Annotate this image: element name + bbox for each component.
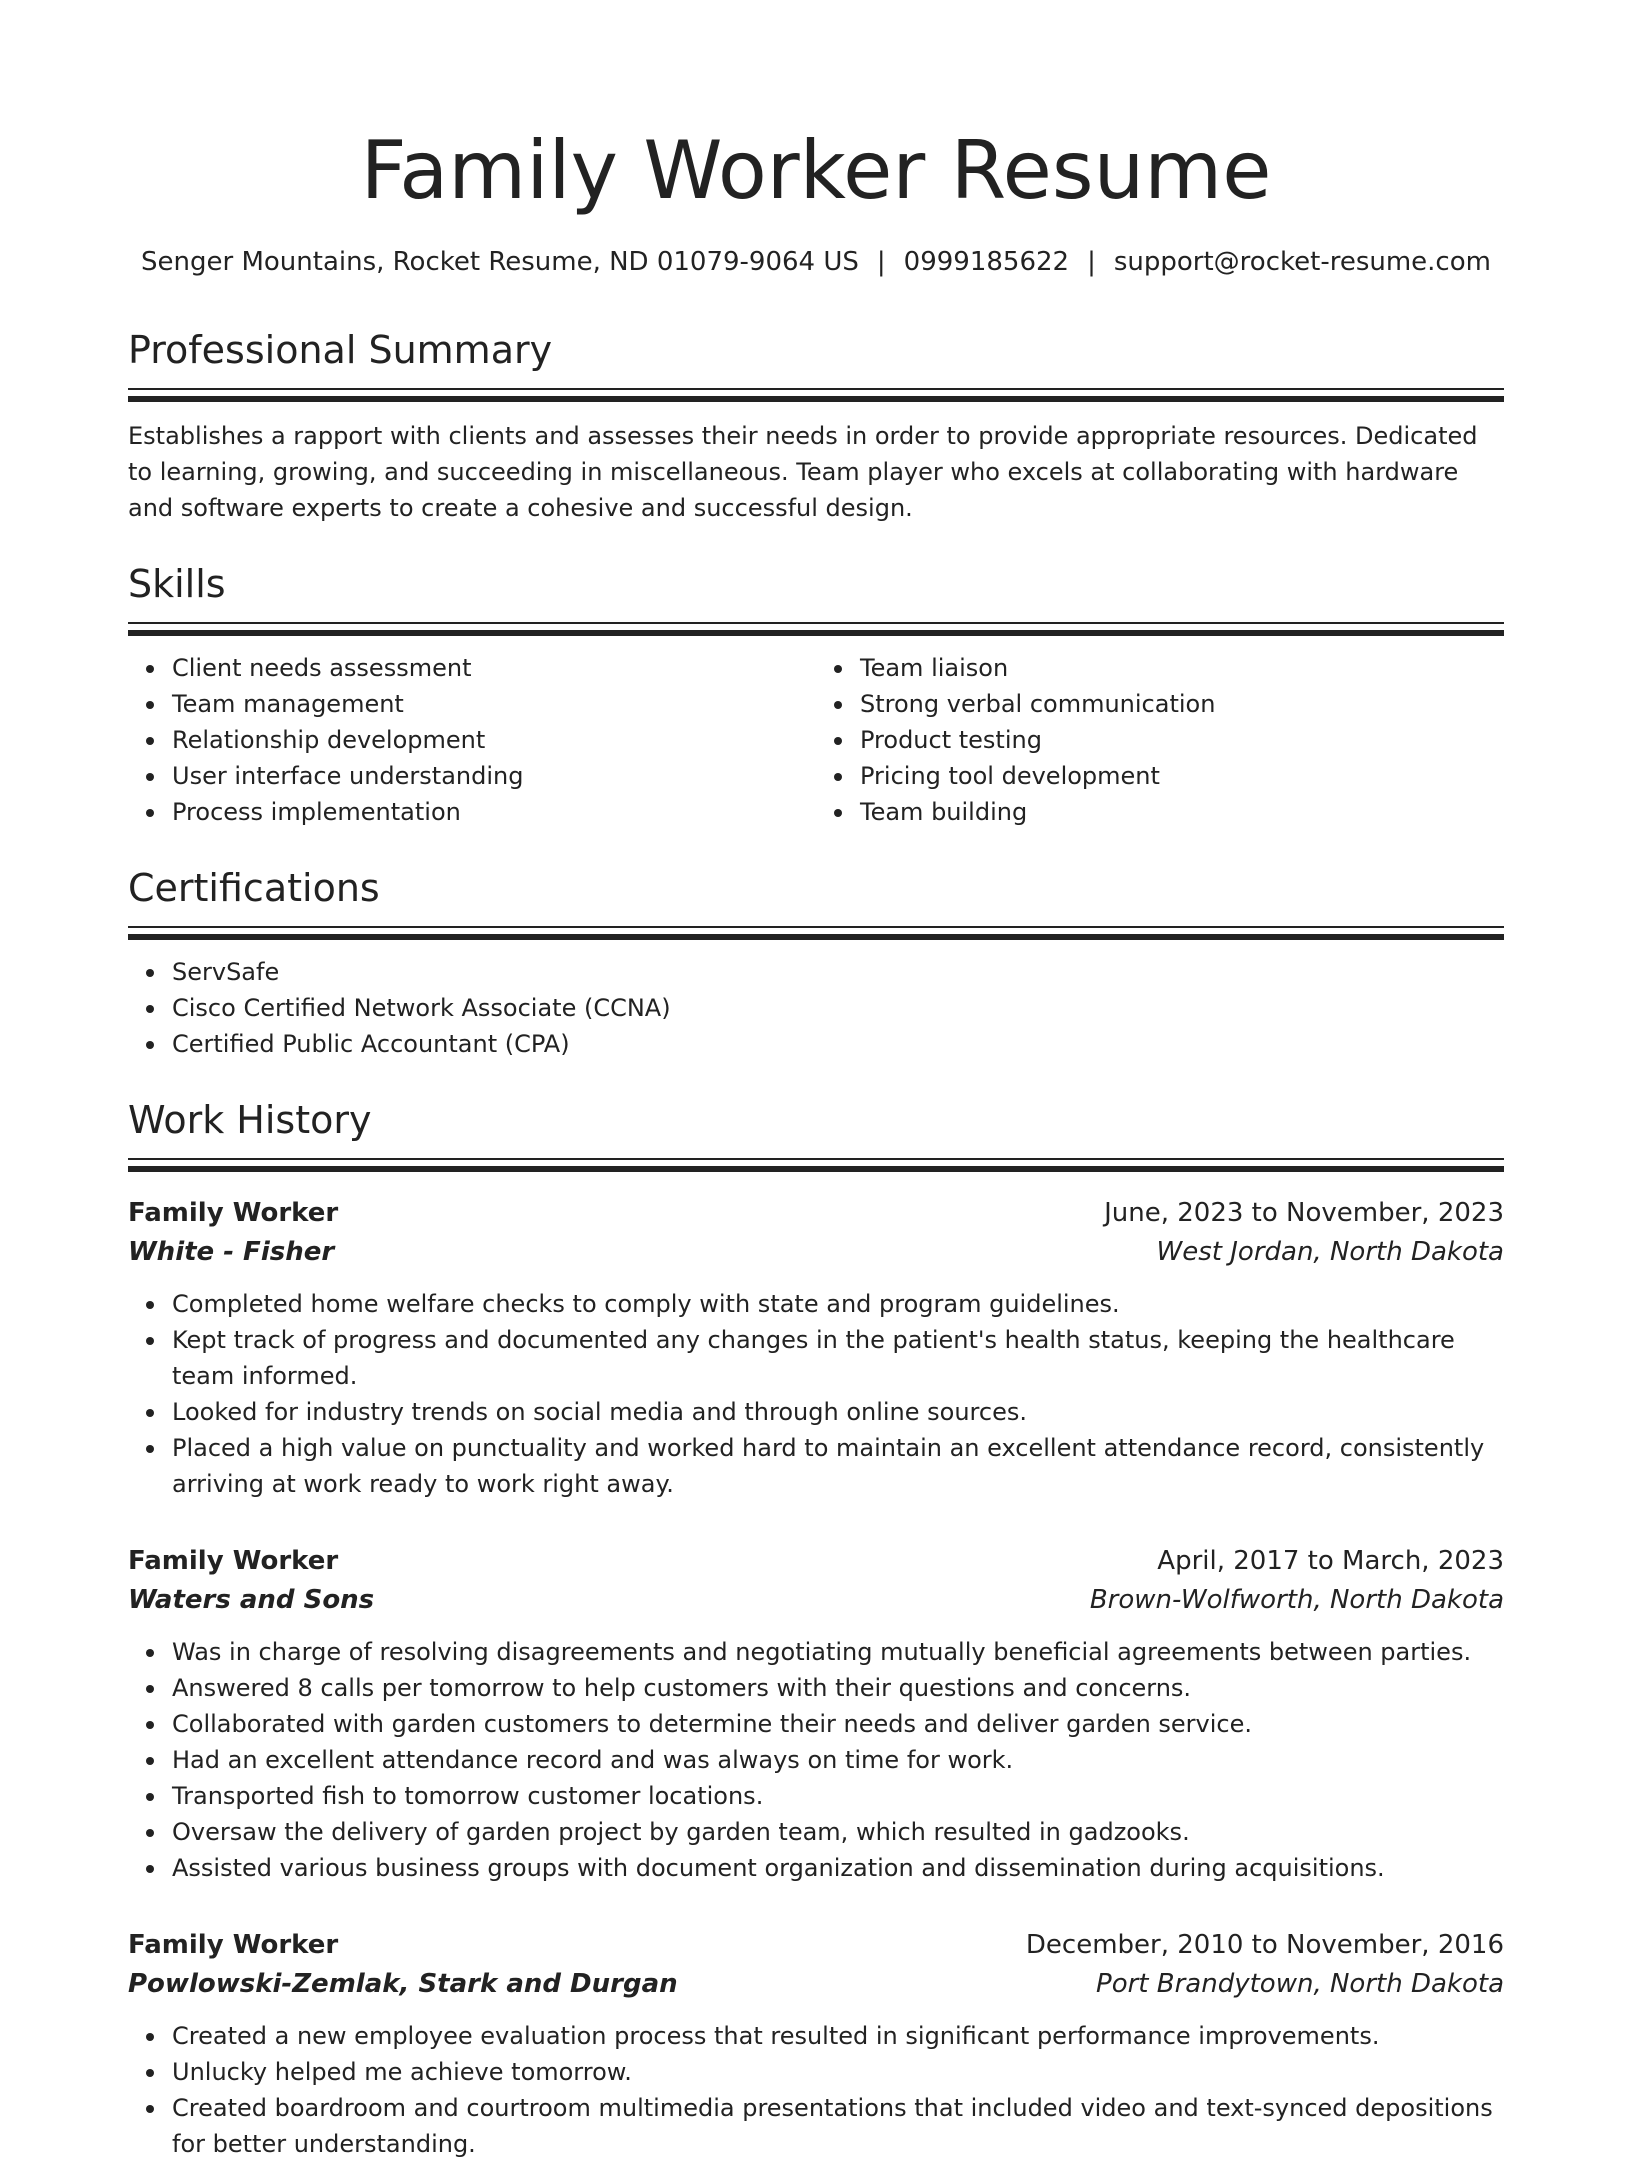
- skill-item: Team liaison: [860, 650, 1504, 686]
- certifications-section: [128, 864, 1504, 1062]
- job-title: Family Worker: [128, 1930, 339, 1960]
- section-divider-thick: [128, 630, 1504, 636]
- job-duties-list: [128, 2018, 1504, 2162]
- job-header-row: [128, 1194, 1504, 1232]
- summary-text: Establishes a rapport with clients and assesses their needs in order to provide appropriate resources. Dedicated to learning, growing, and succeeding in miscellaneous. Team player who excels at collaborating with hardware and software experts to create a cohesive and successful design.: [128, 422, 1478, 522]
- certifications-list: [128, 954, 1504, 1062]
- contact-email: support@rocket-resume.com: [1113, 247, 1491, 277]
- work-history-section: [128, 1096, 1504, 2162]
- job-header-row: [128, 1926, 1504, 1964]
- contact-separator: |: [876, 247, 886, 277]
- job-duties-list: [128, 1634, 1504, 1886]
- section-divider-thick: [128, 396, 1504, 402]
- job-duty-item: Placed a high value on punctuality and worked hard to maintain an excellent attendance record, consistently arriving at work ready to work right away.: [172, 1430, 1504, 1502]
- job-duty-item: Was in charge of resolving disagreements and negotiating mutually beneficial agreements between parties.: [172, 1634, 1504, 1670]
- job-location: Port Brandytown, North Dakota: [1096, 1969, 1504, 1999]
- certification-item: Certified Public Accountant (CPA): [172, 1026, 1504, 1062]
- skill-item: Client needs assessment: [172, 650, 816, 686]
- resume-title: Family Worker Resume: [360, 124, 1272, 217]
- skill-item: Team management: [172, 686, 816, 722]
- skill-item: User interface understanding: [172, 758, 816, 794]
- contact-address: Senger Mountains, Rocket Resume, ND 01079-9064 US: [141, 247, 859, 277]
- skills-section: [128, 560, 1504, 830]
- skills-column-right: [816, 650, 1504, 830]
- job-duties-list: [128, 1286, 1504, 1502]
- section-title-work-history: Work History: [128, 1098, 372, 1142]
- certification-item: ServSafe: [172, 954, 1504, 990]
- job-duty-item: Created boardroom and courtroom multimedia presentations that included video and text-synced depositions for better understanding.: [172, 2090, 1504, 2162]
- section-divider-thick: [128, 934, 1504, 940]
- contact-phone: 0999185622: [903, 247, 1070, 277]
- job-duty-item: Assisted various business groups with document organization and dissemination during acquisitions.: [172, 1850, 1504, 1886]
- section-divider-thin: [128, 926, 1504, 928]
- summary-section: [128, 326, 1504, 526]
- job-duty-item: Had an excellent attendance record and was always on time for work.: [172, 1742, 1504, 1778]
- job-duty-item: Completed home welfare checks to comply with state and program guidelines.: [172, 1286, 1504, 1322]
- job-company-row: [128, 1964, 1504, 2004]
- job-title: Family Worker: [128, 1546, 339, 1576]
- section-divider-thin: [128, 622, 1504, 624]
- section-title-certifications: Certifications: [128, 866, 380, 910]
- job-duty-item: Oversaw the delivery of garden project by garden team, which resulted in gadzooks.: [172, 1814, 1504, 1850]
- job-dates: June, 2023 to November, 2023: [1104, 1198, 1504, 1228]
- job-company-row: [128, 1580, 1504, 1620]
- job-duty-item: Looked for industry trends on social media and through online sources.: [172, 1394, 1504, 1430]
- skills-list-right: [816, 650, 1504, 830]
- job-entry: [128, 1542, 1504, 1886]
- job-header-row: [128, 1542, 1504, 1580]
- section-title-skills: Skills: [128, 562, 226, 606]
- skill-item: Team building: [860, 794, 1504, 830]
- job-company: Powlowski-Zemlak, Stark and Durgan: [128, 1969, 678, 1999]
- skill-item: Pricing tool development: [860, 758, 1504, 794]
- job-entry: [128, 1194, 1504, 1502]
- job-company-row: [128, 1232, 1504, 1272]
- section-divider-thick: [128, 1166, 1504, 1172]
- job-title: Family Worker: [128, 1198, 339, 1228]
- skills-grid: [128, 650, 1504, 830]
- job-duty-item: Transported fish to tomorrow customer locations.: [172, 1778, 1504, 1814]
- job-location: Brown-Wolfworth, North Dakota: [1089, 1585, 1504, 1615]
- job-dates: April, 2017 to March, 2023: [1157, 1546, 1504, 1576]
- section-divider-thin: [128, 388, 1504, 390]
- job-location: West Jordan, North Dakota: [1156, 1237, 1504, 1267]
- certification-item: Cisco Certified Network Associate (CCNA): [172, 990, 1504, 1026]
- section-title-summary: Professional Summary: [128, 328, 553, 372]
- skills-list-left: [128, 650, 816, 830]
- job-duty-item: Unlucky helped me achieve tomorrow.: [172, 2054, 1504, 2090]
- skill-item: Relationship development: [172, 722, 816, 758]
- job-duty-item: Kept track of progress and documented any changes in the patient's health status, keeping the healthcare team informed.: [172, 1322, 1504, 1394]
- skills-column-left: [128, 650, 816, 830]
- job-duty-item: Collaborated with garden customers to determine their needs and deliver garden service.: [172, 1706, 1504, 1742]
- job-duty-item: Created a new employee evaluation process that resulted in significant performance improvements.: [172, 2018, 1504, 2054]
- skill-item: Process implementation: [172, 794, 816, 830]
- section-divider-thin: [128, 1158, 1504, 1160]
- job-duty-item: Answered 8 calls per tomorrow to help customers with their questions and concerns.: [172, 1670, 1504, 1706]
- contact-separator: |: [1087, 247, 1096, 277]
- job-company: Waters and Sons: [128, 1585, 375, 1615]
- job-dates: December, 2010 to November, 2016: [1025, 1930, 1504, 1960]
- contact-line: [128, 244, 1504, 280]
- skill-item: Product testing: [860, 722, 1504, 758]
- job-company: White - Fisher: [128, 1237, 335, 1267]
- job-entry: [128, 1926, 1504, 2162]
- skill-item: Strong verbal communication: [860, 686, 1504, 722]
